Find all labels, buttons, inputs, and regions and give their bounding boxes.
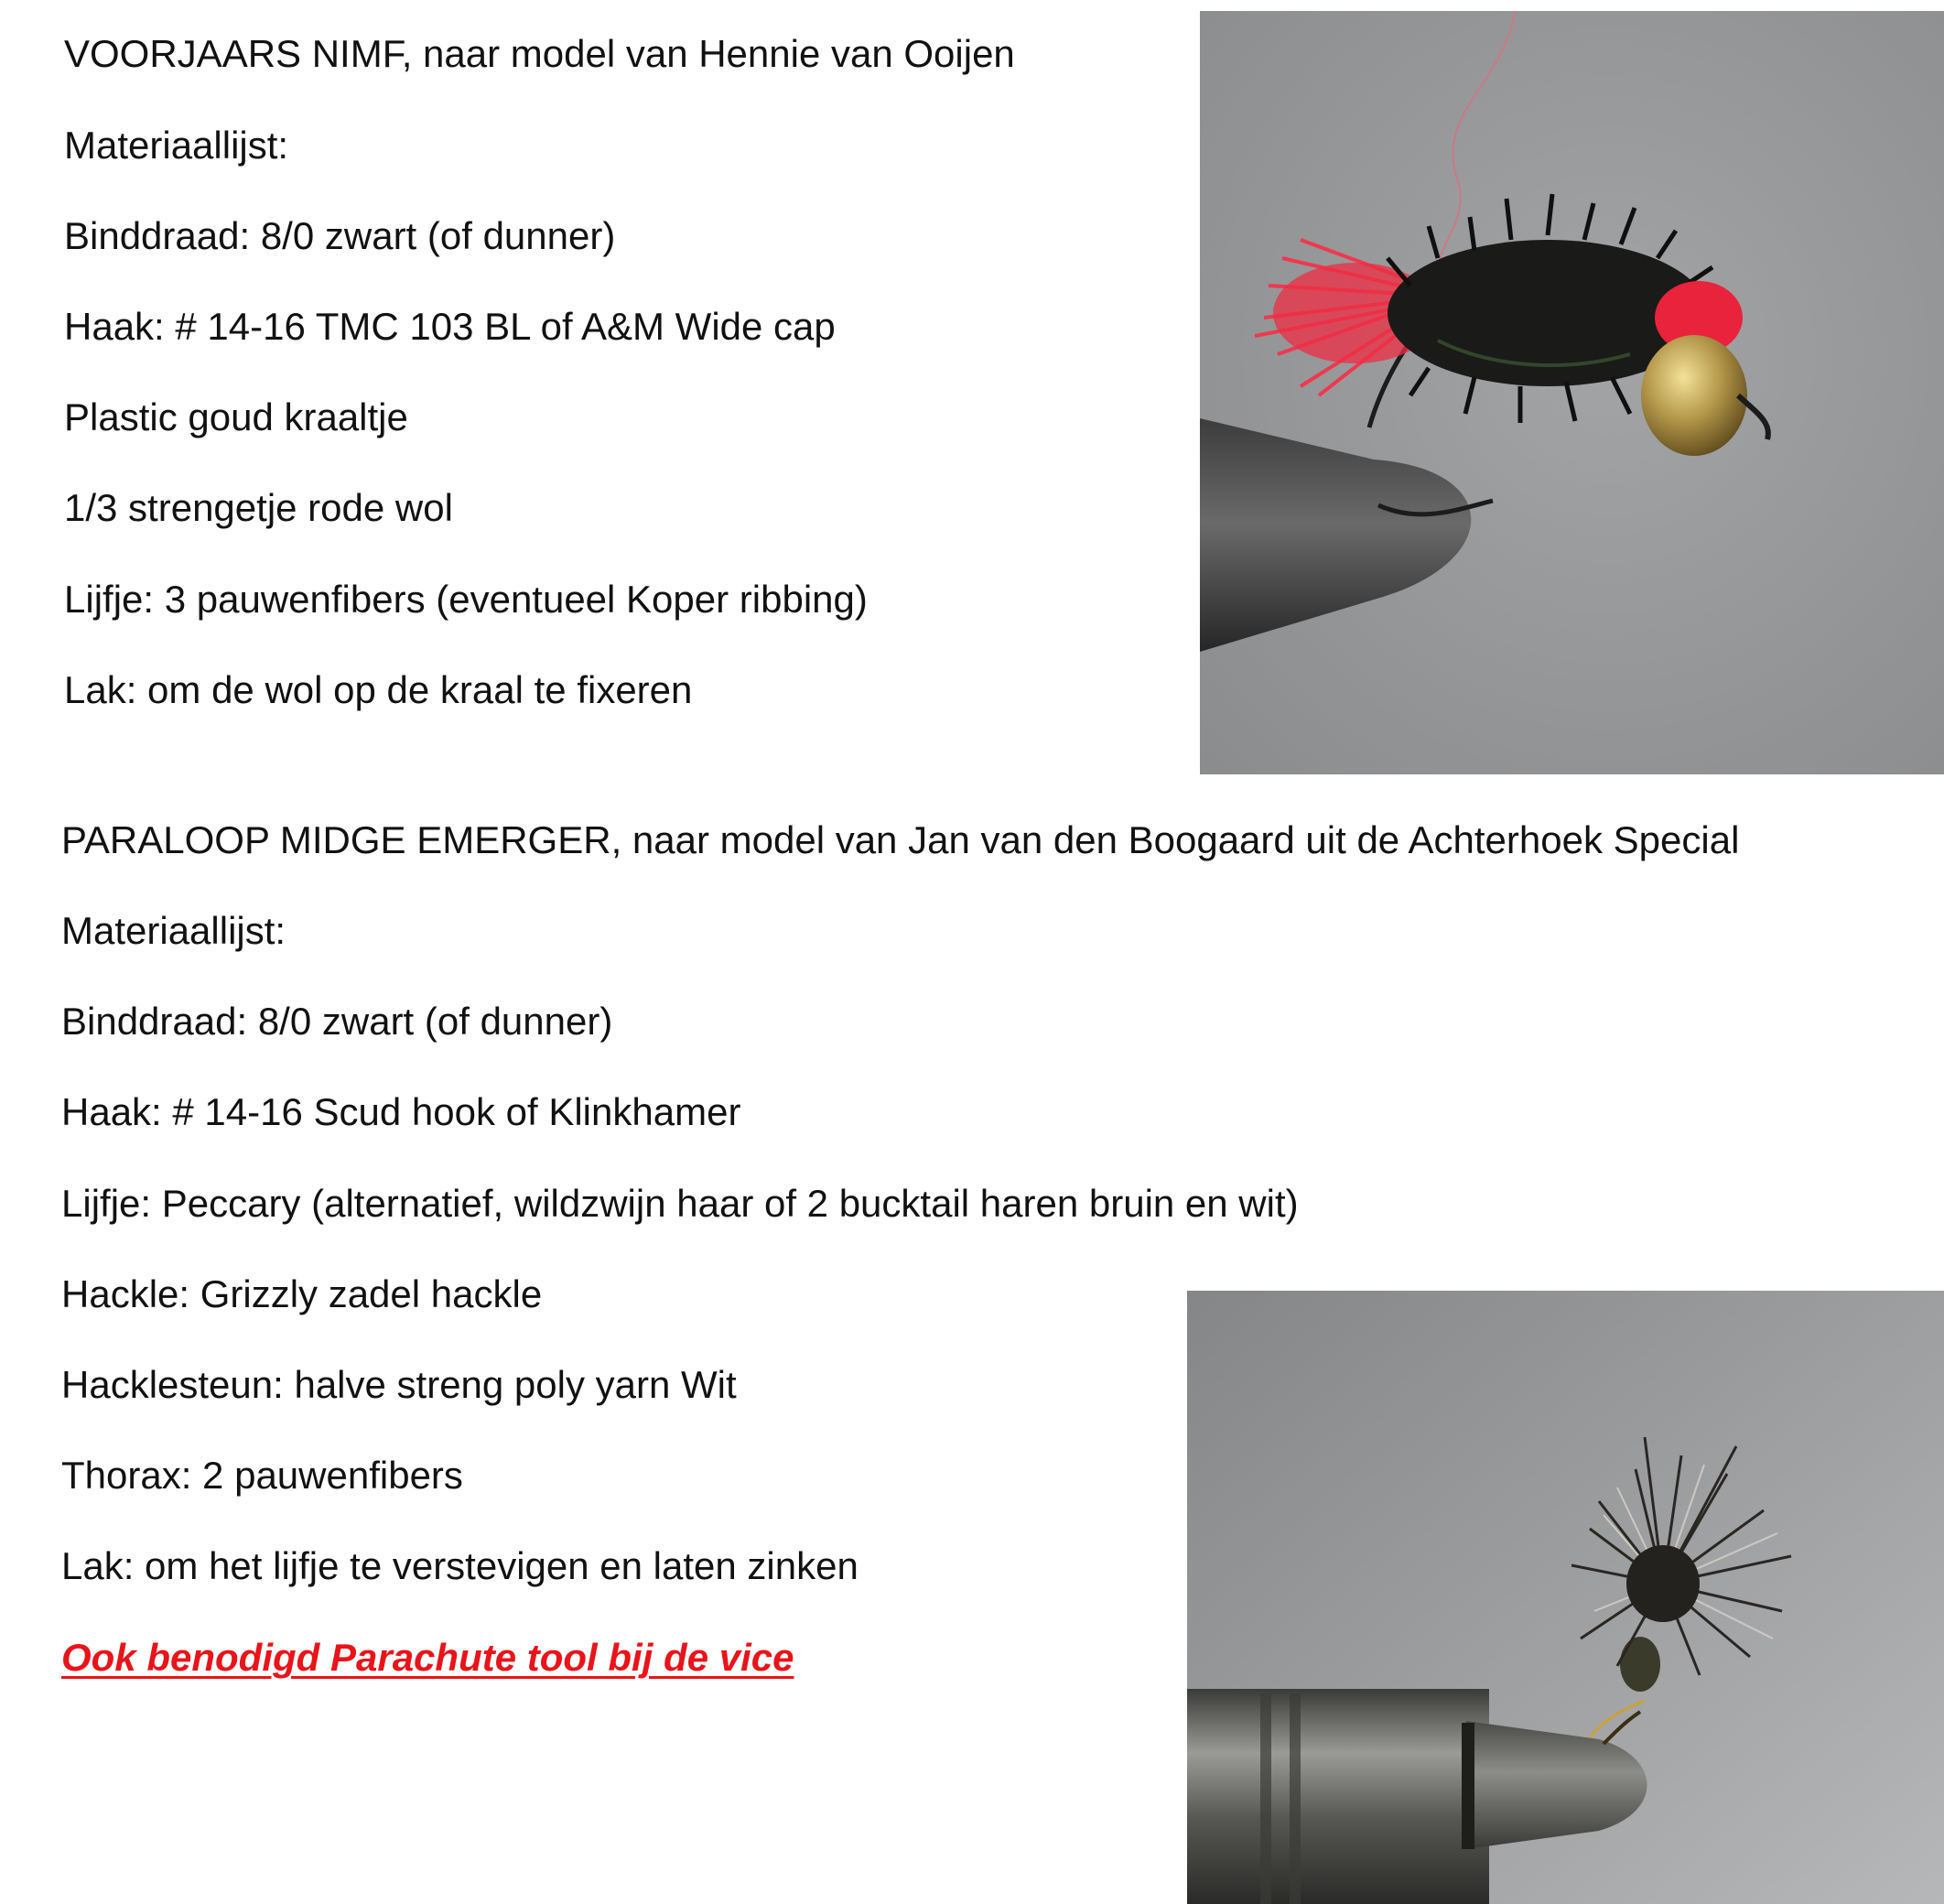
section1-material-item: Haak: # 14-16 TMC 103 BL of A&M Wide cap xyxy=(64,305,836,348)
section1-material-item: Lijfje: 3 pauwenfibers (eventueel Koper ribbing) xyxy=(64,578,868,621)
section2-material-item: Thorax: 2 pauwenfibers xyxy=(61,1454,463,1497)
section2-material-item: Lak: om het lijfje te verstevigen en laten zinken xyxy=(61,1544,859,1587)
section2-material-item: Hacklesteun: halve streng poly yarn Wit xyxy=(61,1363,737,1406)
section2-material-item: Lijfje: Peccary (alternatief, wildzwijn haar of 2 bucktail haren bruin en wit) xyxy=(61,1182,1299,1225)
nymph-fly-photo xyxy=(1200,11,1944,774)
section1-title: VOORJAARS NIMF, naar model van Hennie van Ooijen xyxy=(64,32,1015,75)
section1-material-item: Plastic goud kraaltje xyxy=(64,395,408,438)
parachute-tool-note: Ook benodigd Parachute tool bij de vice xyxy=(61,1636,794,1679)
section1-materials-heading: Materiaallijst: xyxy=(64,124,289,167)
section2-title: PARALOOP MIDGE EMERGER, naar model van Jan van den Boogaard uit de Achterhoek Special xyxy=(61,818,1740,861)
section1-material-item: Lak: om de wol op de kraal te fixeren xyxy=(64,668,693,711)
section2-materials-heading: Materiaallijst: xyxy=(61,909,286,952)
section2-material-item: Haak: # 14-16 Scud hook of Klinkhamer xyxy=(61,1090,741,1133)
section2-material-item: Binddraad: 8/0 zwart (of dunner) xyxy=(61,1000,613,1043)
section2-material-item: Hackle: Grizzly zadel hackle xyxy=(61,1272,543,1315)
midge-emerger-photo xyxy=(1187,1291,1944,1904)
section1-material-item: 1/3 strengetje rode wol xyxy=(64,486,453,529)
section1-material-item: Binddraad: 8/0 zwart (of dunner) xyxy=(64,214,616,257)
